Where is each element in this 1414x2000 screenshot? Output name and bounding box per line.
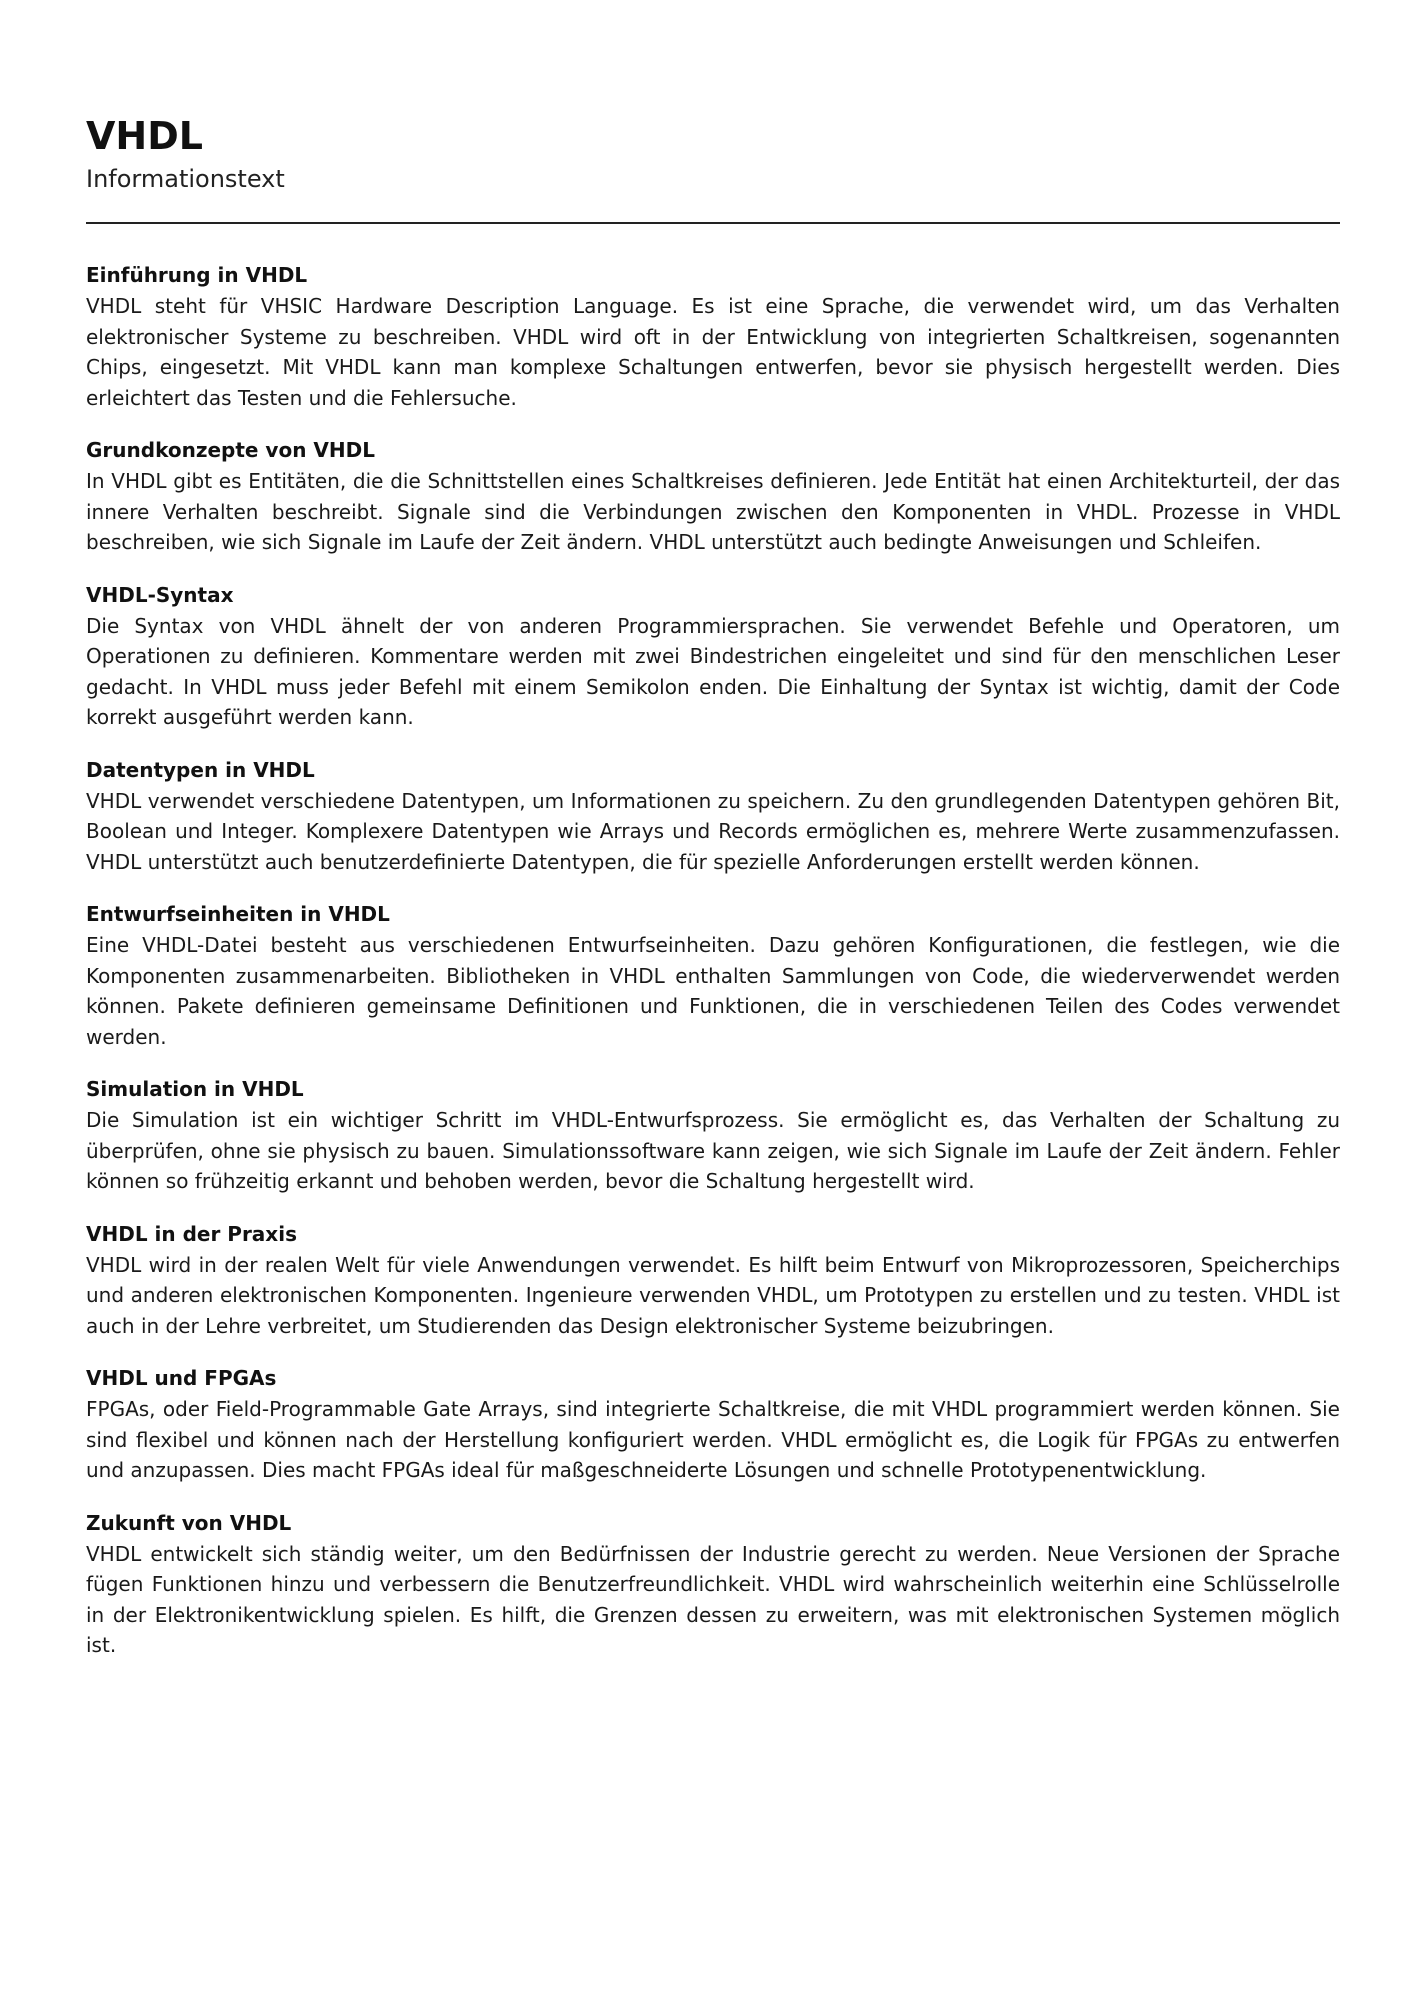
document-subtitle: Informationstext [86, 165, 285, 193]
section-heading: Entwurfseinheiten in VHDL [86, 902, 390, 926]
section-grundkonzepte [86, 435, 1340, 558]
section-heading: Zukunft von VHDL [86, 1510, 292, 1535]
section-heading: VHDL-Syntax [86, 582, 234, 607]
sections-container [86, 260, 1340, 1661]
section-heading: Datentypen in VHDL [86, 757, 315, 782]
section-fpgas [86, 1363, 1340, 1486]
section-praxis [86, 1219, 1340, 1342]
section-heading: VHDL und FPGAs [86, 1366, 277, 1390]
section-text: VHDL entwickelt sich ständig weiter, um den Bedürfnissen der Industrie gerecht zu werden. Neue Versionen der Sprache fügen Funktionen hinzu und verbessern die Benutzerfreundlichkeit. VHDL wird wahrscheinlich weiterhin eine Schlüsselrolle in der Elektronikentwicklung spielen. Es hilft, die Grenzen dessen zu erweitern, was mit elektronischen Systemen möglich ist. [86, 1541, 1340, 1657]
section-heading: VHDL in der Praxis [86, 1221, 297, 1246]
section-einfuehrung [86, 260, 1340, 413]
section-text: In VHDL gibt es Entitäten, die die Schnittstellen eines Schaltkreises definieren. Jede Entität hat einen Architekturteil, der das innere Verhalten beschreibt. Signale sind die Verbindungen zwischen den Komponenten in VHDL. Prozesse in VHDL beschreiben, wie sich Signale im Laufe der Zeit ändern. VHDL unterstützt auch bedingte Anweisungen und Schleifen. [86, 469, 1340, 554]
section-text: VHDL steht für VHSIC Hardware Description Language. Es ist eine Sprache, die verwendet wird, um das Verhalten elektronischer Systeme zu beschreiben. VHDL wird oft in der Entwicklung von integrierten Schaltkreisen, sogenannten Chips, eingesetzt. Mit VHDL kann man komplexe Schaltungen entwerfen, bevor sie physisch hergestellt werden. Dies erleichtert das Testen und die Fehlersuche. [86, 294, 1340, 410]
header-divider [86, 222, 1340, 224]
section-heading: Simulation in VHDL [86, 1077, 304, 1101]
section-zukunft [86, 1508, 1340, 1661]
document-title: VHDL [86, 114, 203, 158]
section-text: VHDL verwendet verschiedene Datentypen, um Informationen zu speichern. Zu den grundlegenden Datentypen gehören Bit, Boolean und Integer. Komplexere Datentypen wie Arrays und Records ermöglichen es, mehrere Werte zusammenzufassen. VHDL unterstützt auch benutzerdefinierte Datentypen, die für spezielle Anforderungen erstellt werden können. [86, 788, 1340, 874]
section-heading: Grundkonzepte von VHDL [86, 438, 375, 462]
section-datentypen [86, 755, 1340, 878]
section-simulation [86, 1074, 1340, 1197]
section-text: Die Syntax von VHDL ähnelt der von anderen Programmiersprachen. Sie verwendet Befehle und Operatoren, um Operationen zu definieren. Kommentare werden mit zwei Bindestrichen eingeleitet und sind für den menschlichen Leser gedacht. In VHDL muss jeder Befehl mit einem Semikolon enden. Die Einhaltung der Syntax ist wichtig, damit der Code korrekt ausgeführt werden kann. [86, 613, 1340, 729]
section-syntax [86, 580, 1340, 733]
document-page [86, 112, 1340, 1683]
section-text: FPGAs, oder Field-Programmable Gate Arrays, sind integrierte Schaltkreise, die mit VHDL programmiert werden können. Sie sind flexibel und können nach der Herstellung konfiguriert werden. VHDL ermöglicht es, die Logik für FPGAs zu entwerfen und anzupassen. Dies macht FPGAs ideal für maßgeschneiderte Lösungen und schnelle Prototypenentwicklung. [86, 1397, 1340, 1482]
section-text: Die Simulation ist ein wichtiger Schritt im VHDL-Entwurfsprozess. Sie ermöglicht es, das Verhalten der Schaltung zu überprüfen, ohne sie physisch zu bauen. Simulationssoftware kann zeigen, wie sich Signale im Laufe der Zeit ändern. Fehler können so frühzeitig erkannt und behoben werden, bevor die Schaltung hergestellt wird. [86, 1108, 1340, 1193]
section-text: Eine VHDL-Datei besteht aus verschiedenen Entwurfseinheiten. Dazu gehören Konfigurationen, die festlegen, wie die Komponenten zusammenarbeiten. Bibliotheken in VHDL enthalten Sammlungen von Code, die wiederverwendet werden können. Pakete definieren gemeinsame Definitionen und Funktionen, die in verschiedenen Teilen des Codes verwendet werden. [86, 933, 1340, 1049]
section-heading: Einführung in VHDL [86, 263, 308, 287]
section-text: VHDL wird in der realen Welt für viele Anwendungen verwendet. Es hilft beim Entwurf von Mikroprozessoren, Speicherchips und anderen elektronischen Komponenten. Ingenieure verwenden VHDL, um Prototypen zu erstellen und zu testen. VHDL ist auch in der Lehre verbreitet, um Studierenden das Design elektronischer Systeme beizubringen. [86, 1252, 1340, 1338]
section-entwurfseinheiten [86, 899, 1340, 1052]
